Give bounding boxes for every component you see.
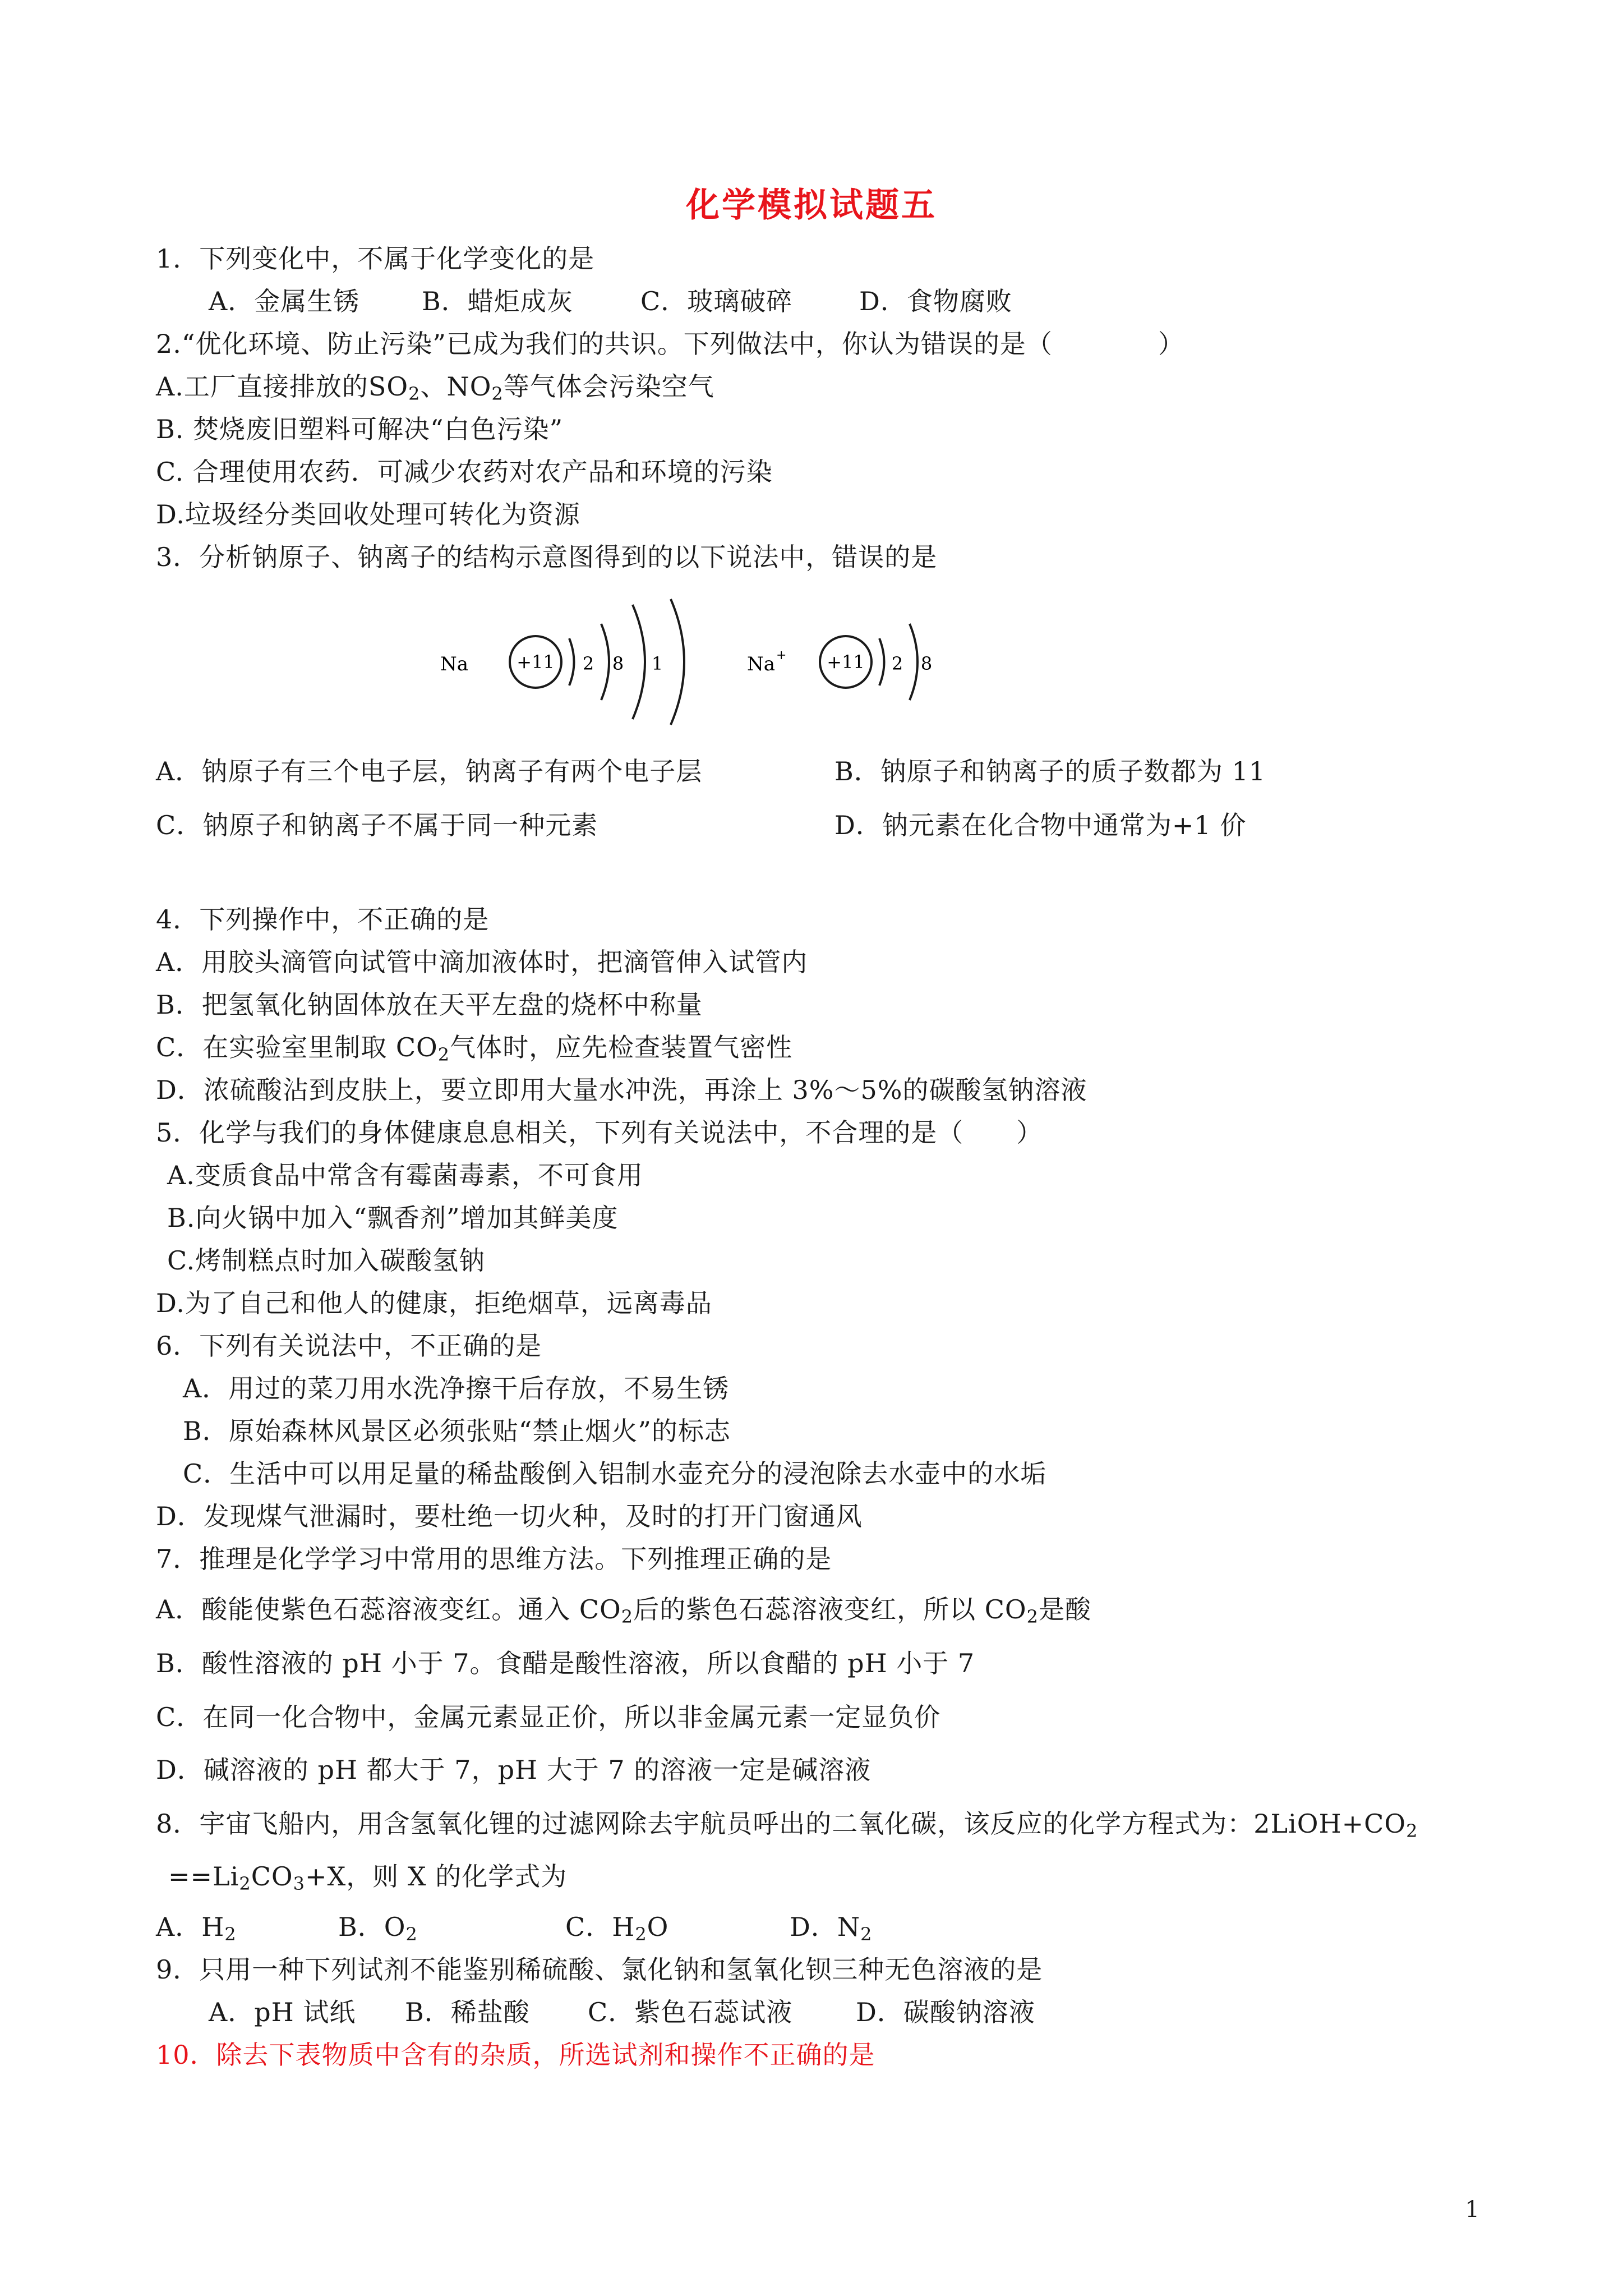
q8-c-text: C．H — [565, 1912, 635, 1942]
q2-option-d: D.垃圾经分类回收处理可转化为资源 — [156, 499, 580, 530]
q8-option-d — [790, 1911, 873, 1950]
q7-option-c: C．在同一化合物中，金属元素显正价，所以非金属元素一定显负价 — [156, 1702, 941, 1732]
formula-no2: NO — [446, 371, 492, 402]
q7-a-text-end: 是酸 — [1039, 1594, 1091, 1625]
subscript: 2 — [860, 1924, 873, 1945]
q1-option-b: B．蜡炬成灰 — [422, 286, 573, 316]
q8-d-text: D．N — [790, 1912, 861, 1942]
atom-shell-1-arc — [569, 638, 574, 685]
q3-option-b: B．钠原子和钠离子的质子数都为 11 — [834, 756, 1266, 786]
question-1-options — [209, 285, 1012, 318]
q4-c-text-end: 气体时，应先检查装置气密性 — [450, 1032, 793, 1062]
q1-option-a: A．金属生锈 — [209, 286, 360, 316]
q4-option-a: A．用胶头滴管向试管中滴加液体时，把滴管伸入试管内 — [156, 947, 808, 977]
q2-option-a — [156, 370, 714, 410]
question-9-options — [209, 1996, 1035, 2028]
q5-option-a: A.变质食品中常含有霉菌毒素，不可食用 — [167, 1160, 643, 1190]
q4-option-b: B．把氢氧化钠固体放在天平左盘的烧杯中称量 — [156, 990, 703, 1020]
q8-eq-text: ==Li — [168, 1861, 239, 1892]
q6-option-a: A．用过的菜刀用水洗净擦干后存放，不易生锈 — [183, 1373, 730, 1404]
q8-option-a — [156, 1911, 338, 1950]
subscript: 2 — [635, 1924, 647, 1945]
q7-option-d: D．碱溶液的 pH 都大于 7，pH 大于 7 的溶液一定是碱溶液 — [156, 1755, 872, 1785]
subscript: 2 — [239, 1873, 251, 1894]
atom-shell-3-count: 1 — [651, 653, 663, 674]
question-3-stem: 3．分析钠原子、钠离子的结构示意图得到的以下说法中，错误的是 — [156, 542, 938, 572]
q8-option-c — [565, 1911, 790, 1950]
subscript: 2 — [224, 1924, 237, 1945]
question-2-stem: 2.“优化环境、防止污染”已成为我们的共识。下列做法中，你认为错误的是（ ） — [156, 329, 1184, 359]
q2-a-text-end: 等气体会污染空气 — [503, 371, 714, 402]
question-8-stem — [156, 1807, 1418, 1847]
q3-option-a: A．钠原子有三个电子层，钠离子有两个电子层 — [156, 756, 703, 786]
q7-option-b: B．酸性溶液的 pH 小于 7。食醋是酸性溶液，所以食醋的 pH 小于 7 — [156, 1648, 975, 1678]
atom-nucleus-charge: +11 — [517, 651, 555, 673]
subscript: 2 — [621, 1606, 634, 1627]
subscript: 2 — [405, 1924, 418, 1945]
sodium-structure-diagram — [426, 595, 953, 735]
q5-option-b: B.向火锅中加入“飘香剂”增加其鲜美度 — [167, 1203, 619, 1233]
q4-option-c — [156, 1031, 792, 1071]
question-9-stem: 9．只用一种下列试剂不能鉴别稀硫酸、氯化钠和氢氧化钡三种无色溶液的是 — [156, 1954, 1043, 1985]
q8-b-text: B．O — [338, 1912, 406, 1942]
question-1-stem: 1．下列变化中，不属于化学变化的是 — [156, 243, 595, 274]
atom-outer-arc — [671, 599, 684, 725]
q9-option-b: B．稀盐酸 — [405, 1997, 530, 2027]
atom-shell-2-count: 8 — [612, 653, 624, 674]
ion-shell-1-count: 2 — [891, 653, 903, 674]
q2-a-text: A.工厂直接排放的 — [156, 371, 368, 402]
q6-option-d: D．发现煤气泄漏时，要杜绝一切火种，及时的打开门窗通风 — [156, 1501, 863, 1531]
q8-eq-end: +X，则 X 的化学式为 — [305, 1861, 568, 1892]
ion-shell-2-count: 8 — [920, 653, 933, 674]
question-10-stem: 10．除去下表物质中含有的杂质，所选试剂和操作不正确的是 — [156, 2040, 875, 2070]
subscript: 2 — [437, 1044, 450, 1065]
q8-equation — [168, 1860, 567, 1900]
q5-option-c: C.烤制糕点时加入碳酸氢钠 — [167, 1245, 486, 1276]
subscript: 2 — [408, 383, 421, 404]
q7-a-text-mid: 后的紫色石蕊溶液变红，所以 CO — [633, 1594, 1027, 1625]
question-5-stem: 5．化学与我们的身体健康息息相关，下列有关说法中，不合理的是（ ） — [156, 1117, 1043, 1148]
subscript: 2 — [1406, 1820, 1418, 1842]
q8-c-text-end: O — [647, 1912, 669, 1942]
subscript: 2 — [1026, 1606, 1039, 1627]
q8-stem-text: 8．宇宙飞船内，用含氢氧化锂的过滤网除去宇航员呼出的二氧化碳，该反应的化学方程式为：2LiOH+CO — [156, 1809, 1407, 1839]
atom-shell-1-count: 2 — [582, 653, 594, 674]
q7-a-text: A．酸能使紫色石蕊溶液变红。通入 CO — [156, 1594, 621, 1625]
q8-option-b — [338, 1911, 565, 1950]
q9-option-d: D．碳酸钠溶液 — [856, 1997, 1035, 2027]
question-7-stem: 7．推理是化学学习中常用的思维方法。下列推理正确的是 — [156, 1544, 832, 1574]
separator: 、 — [420, 371, 447, 402]
page-title: 化学模拟试题五 — [686, 186, 937, 225]
q2-option-b: B. 焚烧废旧塑料可解决“白色污染” — [156, 414, 564, 444]
q9-option-a: A．pH 试纸 — [209, 1997, 356, 2027]
q5-option-d: D.为了自己和他人的健康，拒绝烟草，远离毒品 — [156, 1288, 712, 1318]
formula-so2: SO — [368, 371, 409, 402]
subscript: 3 — [293, 1873, 305, 1894]
atom-shell-2-arc — [601, 624, 609, 700]
ion-symbol: Na — [747, 653, 776, 675]
question-4-stem: 4．下列操作中，不正确的是 — [156, 904, 490, 935]
q8-a-text: A．H — [156, 1912, 225, 1942]
q7-option-a — [156, 1593, 1091, 1633]
q4-option-d: D．浓硫酸沾到皮肤上，要立即用大量水冲洗，再涂上 3%～5%的碳酸氢钠溶液 — [156, 1075, 1087, 1105]
q3-option-d: D．钠元素在化合物中通常为+1 价 — [834, 810, 1247, 840]
question-6-stem: 6．下列有关说法中，不正确的是 — [156, 1331, 542, 1361]
q2-option-c: C. 合理使用农药．可减少农药对农产品和环境的污染 — [156, 457, 773, 487]
ion-shell-1-arc — [879, 638, 884, 685]
ion-shell-2-arc — [910, 624, 917, 700]
q6-option-b: B．原始森林风景区必须张贴“禁止烟火”的标志 — [183, 1416, 731, 1446]
subscript: 2 — [491, 383, 504, 404]
q8-options — [156, 1911, 873, 1950]
q3-option-c: C．钠原子和钠离子不属于同一种元素 — [156, 810, 598, 840]
q1-option-d: D．食物腐败 — [859, 286, 1012, 316]
q9-option-c: C．紫色石蕊试液 — [588, 1997, 793, 2027]
ion-nucleus-charge: +11 — [827, 651, 865, 673]
q8-eq-mid: CO — [251, 1861, 293, 1892]
q4-c-text: C．在实验室里制取 CO — [156, 1032, 438, 1062]
atom-symbol: Na — [440, 653, 469, 675]
ion-charge: + — [776, 648, 787, 662]
page-number: 1 — [1465, 2197, 1479, 2223]
q1-option-c: C．玻璃破碎 — [640, 286, 793, 316]
q6-option-c: C．生活中可以用足量的稀盐酸倒入铝制水壶充分的浸泡除去水壶中的水垢 — [183, 1458, 1047, 1489]
atom-shell-3-arc — [633, 605, 645, 719]
